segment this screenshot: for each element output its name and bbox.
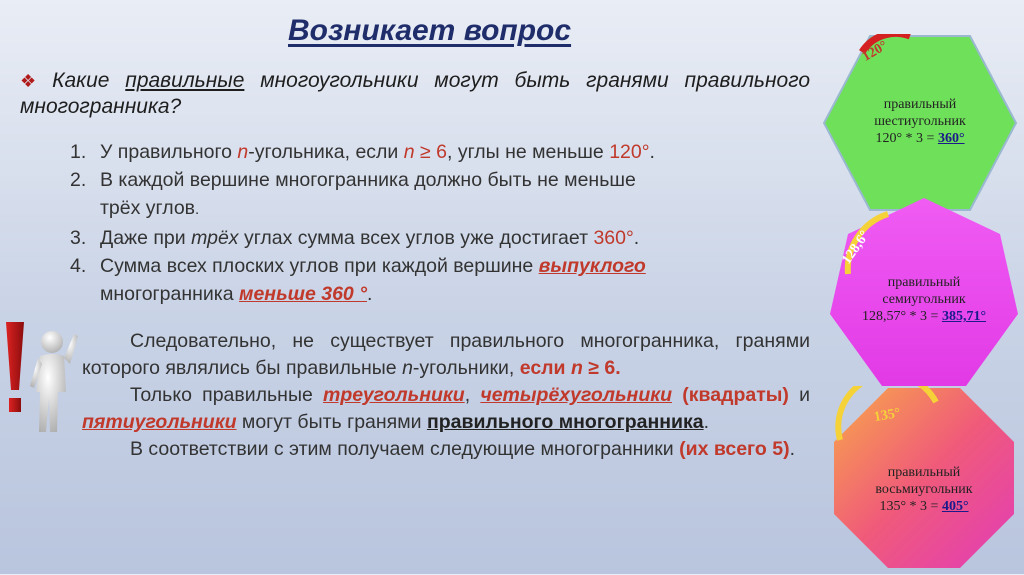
list-value: 360° — [593, 227, 634, 249]
list-item — [70, 166, 790, 224]
conclusion-text: если — [519, 357, 571, 379]
person-figure-icon — [22, 328, 80, 438]
question-text-1: Какие — [52, 69, 126, 92]
list-emphasis: меньше 360 ° — [239, 283, 367, 305]
conclusion-text: ≥ 6. — [582, 357, 621, 379]
formula-text: 128,57° * 3 = — [861, 309, 942, 324]
page-title: Возникает вопрос — [288, 14, 572, 47]
list-number: 1. — [70, 141, 87, 163]
conclusion-emphasis — [520, 357, 621, 379]
conclusion-paragraph-1 — [82, 328, 810, 382]
conclusion-text: -угольники, — [412, 357, 515, 379]
conclusion-text: , — [464, 384, 481, 406]
list-number: 3. — [70, 227, 87, 249]
heptagon-label — [828, 274, 1020, 325]
list-value: 120° — [609, 141, 650, 163]
shape-line2: шестиугольник — [874, 114, 966, 129]
list-text: ≥ 6 — [414, 141, 447, 163]
list-text: , углы не меньше — [446, 141, 610, 163]
heptagon-angle: 128,6° — [839, 228, 873, 268]
bullet-diamond-icon: ❖ — [20, 71, 47, 91]
list-text: . — [367, 283, 373, 305]
shape-line2: восьмиугольник — [875, 482, 973, 497]
list-item — [70, 252, 790, 308]
question-text-2: многоугольники могут быть гранями правильного многогранника? — [20, 69, 811, 118]
list-text: -угольника, если — [248, 141, 404, 163]
conclusion-text: и — [788, 384, 810, 406]
regular-polyhedron-text: правильного многогранника — [426, 411, 704, 433]
list-emphasis: выпуклого — [538, 255, 646, 277]
quadrilaterals-text: четырёхугольники — [480, 384, 673, 406]
list-item — [70, 138, 790, 166]
list-text: . — [649, 141, 655, 163]
formula-text: 135° * 3 = — [879, 499, 942, 514]
conclusion-text: . — [789, 438, 796, 460]
list-text: трёх углов — [100, 197, 196, 219]
conclusion-paragraph-3 — [82, 436, 810, 463]
hexagon-card — [822, 34, 1018, 212]
list-text: Даже при — [100, 227, 192, 249]
octagon-angle: 135° — [872, 405, 902, 426]
conclusion-text: Следовательно, не существует правильного многогранника, гранями которого являлись бы правильные — [82, 330, 810, 379]
conclusion-text: В соответствии с этим получаем следующие многогранники — [130, 438, 680, 460]
triangles-text: треугольники — [323, 384, 465, 406]
shape-line1: правильный — [887, 465, 961, 480]
list-item — [70, 224, 790, 252]
list-text: Сумма всех плоских углов при каждой вершине — [100, 255, 539, 277]
conclusion-var: n — [402, 357, 413, 379]
list-text: . — [195, 201, 200, 218]
octagon-card — [832, 386, 1016, 570]
octagon-label — [832, 464, 1016, 515]
list-number: 4. — [70, 255, 87, 277]
squares-text: (квадраты) — [682, 384, 789, 406]
heptagon-card — [828, 196, 1020, 392]
formula-result: 405° — [941, 499, 969, 514]
count-text: (их всего 5) — [679, 438, 790, 460]
list-text: углах сумма всех углов уже достигает — [238, 227, 594, 249]
reasons-list — [70, 138, 790, 308]
pentagons-text: пятиугольники — [82, 411, 237, 433]
formula-result: 360° — [937, 131, 965, 146]
shape-formula — [822, 130, 1018, 147]
list-text: многогранника — [100, 283, 240, 305]
formula-result: 385,71° — [941, 309, 987, 324]
conclusion-text: . — [703, 411, 710, 433]
conclusion-text: Только правильные — [130, 384, 323, 406]
shape-formula — [832, 498, 1016, 515]
conclusion-var: n — [570, 357, 583, 379]
hexagon-angle: 120° — [859, 38, 891, 65]
conclusion-paragraph-2 — [82, 382, 810, 436]
question-underlined: правильные — [125, 69, 245, 92]
list-var: n — [237, 141, 249, 163]
list-text: . — [633, 227, 640, 249]
hexagon-label — [822, 96, 1018, 147]
shape-formula — [828, 308, 1020, 325]
conclusion — [82, 328, 810, 463]
list-var: n — [403, 141, 415, 163]
shape-line1: правильный — [887, 275, 961, 290]
list-text: У правильного — [100, 141, 238, 163]
list-number: 2. — [70, 169, 87, 191]
conclusion-text: могут быть гранями — [236, 411, 427, 433]
list-text: трёх — [191, 227, 239, 249]
formula-text: 120° * 3 = — [875, 131, 938, 146]
list-text: В каждой вершине многогранника должно быть не меньше — [100, 169, 636, 191]
question — [20, 68, 810, 120]
shape-line1: правильный — [883, 97, 957, 112]
shape-line2: семиугольник — [882, 292, 966, 307]
